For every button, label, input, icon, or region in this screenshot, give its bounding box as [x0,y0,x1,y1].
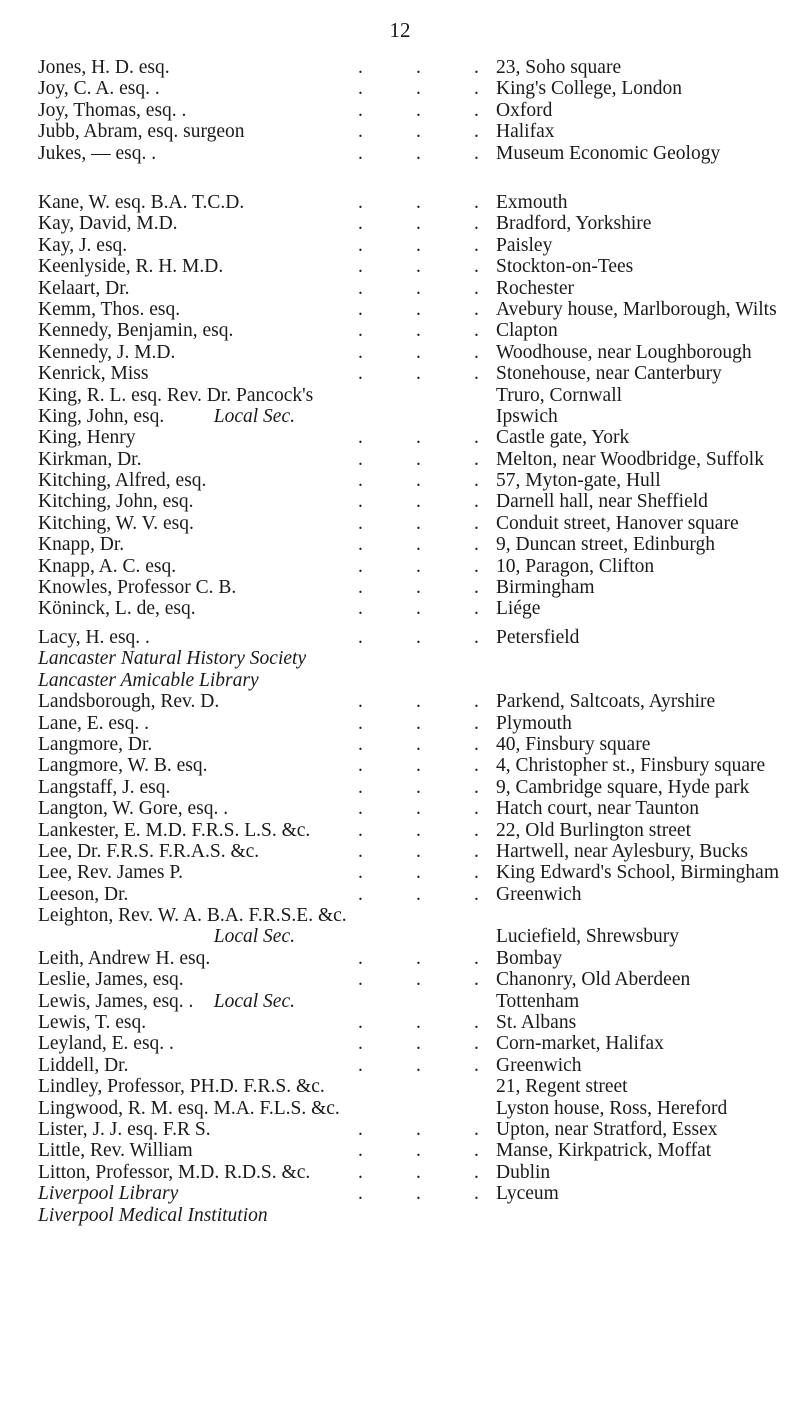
member-note: Local Sec. [213,405,295,427]
member-name: Kitching, W. V. esq. [38,512,194,534]
leader-dots: . . . [358,1118,479,1140]
list-item [38,556,778,577]
list-item [38,948,778,969]
member-name: Lee, Dr. F.R.S. F.R.A.S. &c. [38,840,260,862]
member-location: Conduit street, Hanover square [496,512,739,534]
member-location: Luciefield, Shrewsbury [496,926,680,948]
list-item [38,755,778,776]
member-location: Lyston house, Ross, Hereford [496,1097,728,1119]
member-name: Lewis, James, esq. . [38,990,194,1012]
list-item [38,627,778,648]
list-item [38,491,778,512]
leader-dots: . . . [358,491,479,513]
list-item [38,320,778,341]
list-item [38,534,778,555]
member-note: Local Sec. [213,926,295,948]
member-location: Stockton-on-Tees [496,256,634,278]
leader-dots: . . . [358,1054,479,1076]
leader-dots: . . . [358,577,479,599]
list-item [38,670,778,691]
list-item [38,1205,778,1226]
leader-dots: . . . [358,341,479,363]
member-name: Kennedy, J. M.D. [38,341,176,363]
member-name: Joy, Thomas, esq. . [38,99,187,121]
member-location: Oxford [496,99,553,121]
member-name: Liverpool Medical Institution [38,1204,268,1226]
list-item [38,100,778,121]
list-item [38,513,778,534]
leader-dots: . . . [358,363,479,385]
list-item [38,991,778,1012]
list-item [38,143,778,164]
member-name: Knapp, A. C. esq. [38,555,177,577]
member-location: Woodhouse, near Loughborough [496,341,752,363]
list-item [38,449,778,470]
member-name: Lancaster Natural History Society [38,648,307,670]
member-name: Kitching, Alfred, esq. [38,470,207,492]
leader-dots: . . . [358,256,479,278]
member-name: Keenlyside, R. H. M.D. [38,256,224,278]
list-item [38,299,778,320]
leader-dots: . . . [358,598,479,620]
member-location: 22, Old Burlington street [496,819,691,841]
member-name: Leslie, James, esq. [38,969,184,991]
member-name: Leyland, E. esq. . [38,1033,174,1055]
list-item [38,1012,778,1033]
member-location: Parkend, Saltcoats, Ayrshire [496,691,716,713]
member-name: King, Henry [38,427,136,449]
list-item [38,777,778,798]
member-location: Hartwell, near Aylesbury, Bucks [496,840,749,862]
list-item [38,577,778,598]
member-name: King, R. L. esq. Rev. Dr. Pancock's [38,384,314,406]
leader-dots: . . . [358,213,479,235]
leader-dots: . . . [358,277,479,299]
member-name: Kane, W. esq. B.A. T.C.D. [38,192,245,213]
member-location: 10, Paragon, Clifton [496,555,655,577]
member-location: Exmouth [496,192,568,213]
member-location: Stonehouse, near Canterbury [496,363,722,385]
list-item [38,385,778,406]
member-location: Plymouth [496,712,572,734]
list-item [38,256,778,277]
member-location: Lyceum [496,1183,559,1205]
leader-dots: . . . [358,57,479,78]
member-location: Avebury house, Marlborough, Wilts [496,298,777,320]
list-item [38,1119,778,1140]
member-location: King's College, London [496,78,683,100]
member-name: Jukes, — esq. . [38,142,157,164]
member-location: Museum Economic Geology [496,142,721,164]
leader-dots: . . . [358,555,479,577]
list-item [38,926,778,947]
member-name: Jubb, Abram, esq. surgeon [38,121,245,143]
member-name: Lindley, Professor, PH.D. F.R.S. &c. [38,1076,325,1098]
member-name: Langmore, Dr. [38,733,153,755]
leader-dots: . . . [358,862,479,884]
member-name: Kirkman, Dr. [38,448,142,470]
leader-dots: . . . [358,840,479,862]
member-name: Knapp, Dr. [38,534,125,556]
list-item [38,342,778,363]
leader-dots: . . . [358,470,479,492]
leader-dots: . . . [358,798,479,820]
member-name: Kay, David, M.D. [38,213,178,235]
member-location: Petersfield [496,627,580,648]
member-location: King Edward's School, Birmingham [496,862,779,884]
list-item [38,1033,778,1054]
member-location: 40, Finsbury square [496,733,651,755]
member-location: Melton, near Woodbridge, Suffolk [496,448,764,470]
list-item [38,121,778,142]
list-item [38,648,778,669]
member-location: Rochester [496,277,574,299]
member-name: Langton, W. Gore, esq. . [38,798,229,820]
member-location: Bradford, Yorkshire [496,213,652,235]
member-location: Dublin [496,1161,551,1183]
member-location: Hatch court, near Taunton [496,798,699,820]
leader-dots: . . . [358,512,479,534]
section-j [38,57,778,164]
member-name: Leeson, Dr. [38,883,129,905]
list-item [38,1140,778,1161]
list-item [38,820,778,841]
leader-dots: . . . [358,776,479,798]
member-location: Chanonry, Old Aberdeen [496,969,691,991]
member-name: Leighton, Rev. W. A. B.A. F.R.S.E. &c. [38,905,347,927]
member-location: 21, Regent street [496,1076,628,1098]
member-location: Halifax [496,121,555,143]
leader-dots: . . . [358,234,479,256]
list-item [38,884,778,905]
leader-dots: . . . [358,192,479,213]
leader-dots: . . . [358,99,479,121]
leader-dots: . . . [358,712,479,734]
list-item [38,1076,778,1097]
member-name: Lancaster Amicable Library [38,669,259,691]
leader-dots: . . . [358,819,479,841]
member-name: Langmore, W. B. esq. [38,755,208,777]
member-name: Lane, E. esq. . [38,712,150,734]
member-location: 23, Soho square [496,57,622,78]
member-location: Darnell hall, near Sheffield [496,491,708,513]
member-location: Corn-market, Halifax [496,1033,664,1055]
leader-dots: . . . [358,733,479,755]
member-name: Kitching, John, esq. [38,491,194,513]
member-location: Liége [496,598,541,620]
member-name: Leith, Andrew H. esq. [38,947,211,969]
leader-dots: . . . [358,1012,479,1034]
list-item [38,470,778,491]
member-location: Clapton [496,320,558,342]
member-location: Greenwich [496,1054,582,1076]
member-location: 57, Myton-gate, Hull [496,470,661,492]
member-name: Lewis, T. esq. [38,1012,147,1034]
leader-dots: . . . [358,755,479,777]
member-location: Birmingham [496,577,595,599]
member-name: Kenrick, Miss [38,363,149,385]
leader-dots: . . . [358,1161,479,1183]
list-item [38,841,778,862]
member-name: King, John, esq. [38,405,165,427]
member-name: Lister, J. J. esq. F.R S. [38,1118,211,1140]
list-item [38,862,778,883]
member-name: Lee, Rev. James P. [38,862,183,884]
member-name: Jones, H. D. esq. [38,57,170,78]
member-name: Lingwood, R. M. esq. M.A. F.L.S. &c. [38,1097,340,1119]
member-location: 9, Cambridge square, Hyde park [496,776,750,798]
section-k [38,192,778,620]
member-location: Manse, Kirkpatrick, Moffat [496,1140,712,1162]
leader-dots: . . . [358,121,479,143]
leader-dots: . . . [358,691,479,713]
leader-dots: . . . [358,1033,479,1055]
section-l [38,627,778,1226]
member-location: 4, Christopher st., Finsbury square [496,755,766,777]
leader-dots: . . . [358,427,479,449]
member-name: Kennedy, Benjamin, esq. [38,320,234,342]
member-name: Knowles, Professor C. B. [38,577,237,599]
list-item [38,78,778,99]
list-item [38,1098,778,1119]
list-item [38,192,778,213]
list-item [38,363,778,384]
member-name: Langstaff, J. esq. [38,776,171,798]
list-item [38,235,778,256]
leader-dots: . . . [358,534,479,556]
member-name: Köninck, L. de, esq. [38,598,196,620]
member-location: Tottenham [496,990,580,1012]
leader-dots: . . . [358,947,479,969]
leader-dots: . . . [358,142,479,164]
member-name: Lankester, E. M.D. F.R.S. L.S. &c. [38,819,311,841]
member-name: Litton, Professor, M.D. R.D.S. &c. [38,1161,311,1183]
list-item [38,1183,778,1204]
member-location: Greenwich [496,883,582,905]
member-location: 9, Duncan street, Edinburgh [496,534,715,556]
member-name: Kay, J. esq. [38,234,128,256]
leader-dots: . . . [358,969,479,991]
leader-dots: . . . [358,298,479,320]
list-item [38,734,778,755]
leader-dots: . . . [358,1140,479,1162]
member-name: Kemm, Thos. esq. [38,298,181,320]
member-location: Castle gate, York [496,427,630,449]
member-name: Kelaart, Dr. [38,277,130,299]
list-item [38,57,778,78]
list-item [38,798,778,819]
list-item [38,1162,778,1183]
list-item [38,905,778,926]
member-name: Liverpool Library [38,1183,179,1205]
member-name: Joy, C. A. esq. . [38,78,160,100]
list-item [38,598,778,619]
list-item [38,213,778,234]
leader-dots: . . . [358,1183,479,1205]
member-location: Paisley [496,234,553,256]
leader-dots: . . . [358,627,479,648]
member-location: Truro, Cornwall [496,384,623,406]
list-item [38,406,778,427]
member-note: Local Sec. [213,990,295,1012]
list-item [38,427,778,448]
member-location: Bombay [496,947,563,969]
leader-dots: . . . [358,448,479,470]
leader-dots: . . . [358,320,479,342]
member-location: St. Albans [496,1012,577,1034]
member-name: Landsborough, Rev. D. [38,691,220,713]
leader-dots: . . . [358,78,479,100]
list-item [38,691,778,712]
list-item [38,1055,778,1076]
list-item [38,713,778,734]
member-name: Little, Rev. William [38,1140,193,1162]
member-name: Liddell, Dr. [38,1054,129,1076]
leader-dots: . . . [358,883,479,905]
list-item [38,969,778,990]
list-item [38,278,778,299]
member-location: Ipswich [496,405,558,427]
member-name: Lacy, H. esq. . [38,627,150,648]
page-number: 12 [389,18,411,42]
member-location: Upton, near Stratford, Essex [496,1118,718,1140]
